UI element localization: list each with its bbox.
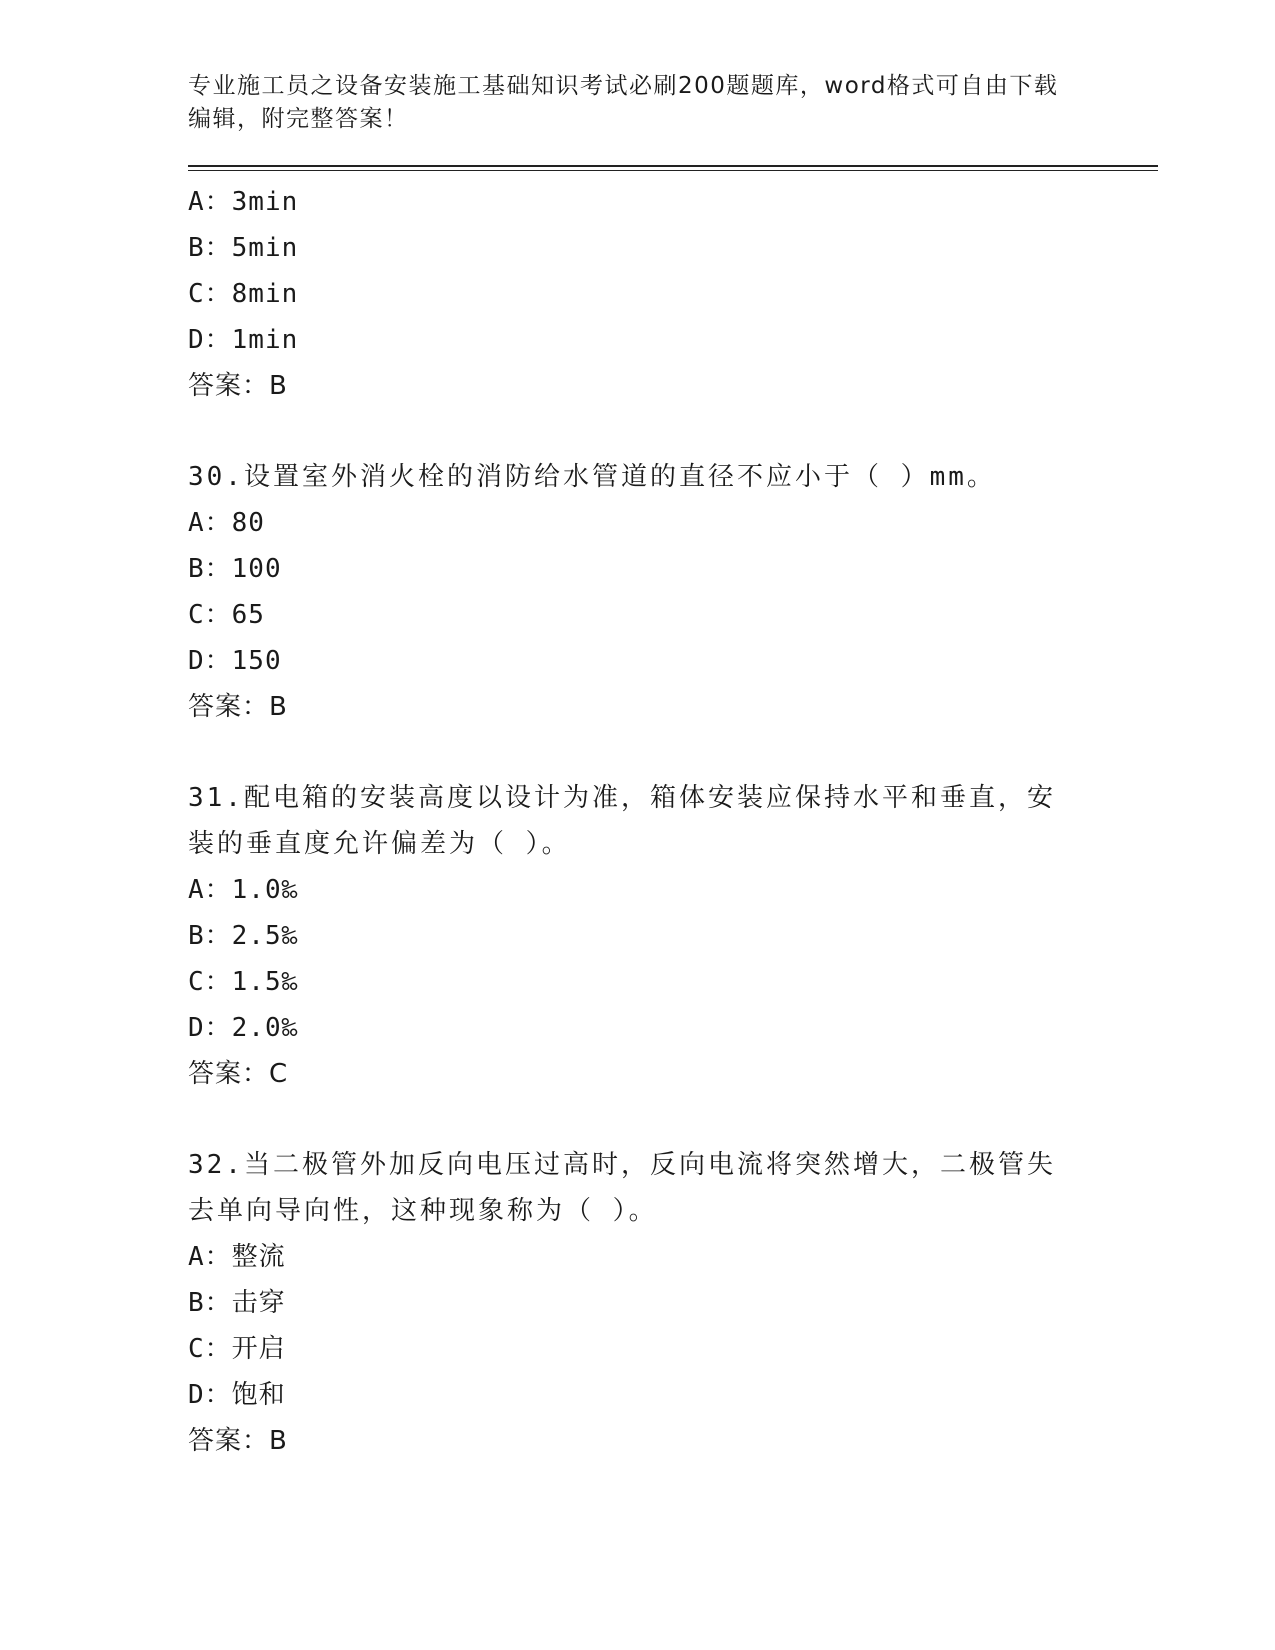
spacer [188, 1097, 1158, 1142]
option-d: D：150 [188, 646, 282, 676]
option-b: B：2.5‰ [188, 921, 299, 951]
question-29-continuation [188, 179, 1158, 409]
document-title: 专业施工员之设备安装施工基础知识考试必刷200题题库，word格式可自由下载编辑，附完整答案！ [188, 73, 1059, 132]
option-d: D：2.0‰ [188, 1013, 299, 1043]
answer-line: 答案：B [188, 371, 288, 401]
question-text: 30.设置室外消火栓的消防给水管道的直径不应小于（ ）mm。 [188, 462, 996, 492]
question-text: 31.配电箱的安装高度以设计为准，箱体安装应保持水平和垂直，安装的垂直度允许偏差为（ ）。 [188, 783, 1056, 859]
option-c: C：65 [188, 600, 265, 630]
option-c: C：开启 [188, 1334, 286, 1364]
option-b: B：5min [188, 233, 299, 263]
option-a: A：80 [188, 508, 265, 538]
document-page [188, 70, 1158, 1464]
answer-line: 答案：C [188, 1059, 289, 1089]
question-30 [188, 454, 1158, 730]
header-divider [188, 165, 1158, 171]
option-a: A：整流 [188, 1242, 286, 1272]
option-a: A：3min [188, 187, 299, 217]
option-d: D：1min [188, 325, 299, 355]
option-a: A：1.0‰ [188, 875, 299, 905]
answer-line: 答案：B [188, 1426, 288, 1456]
option-b: B：100 [188, 554, 282, 584]
question-text: 32.当二极管外加反向电压过高时，反向电流将突然增大，二极管失去单向导向性，这种现象称为（ ）。 [188, 1150, 1056, 1226]
option-c: C：1.5‰ [188, 967, 299, 997]
option-d: D：饱和 [188, 1380, 286, 1410]
option-c: C：8min [188, 279, 299, 309]
spacer [188, 409, 1158, 454]
question-32 [188, 1142, 1158, 1464]
question-31 [188, 775, 1158, 1097]
option-b: B：击穿 [188, 1288, 286, 1318]
spacer [188, 730, 1158, 775]
answer-line: 答案：B [188, 692, 288, 722]
